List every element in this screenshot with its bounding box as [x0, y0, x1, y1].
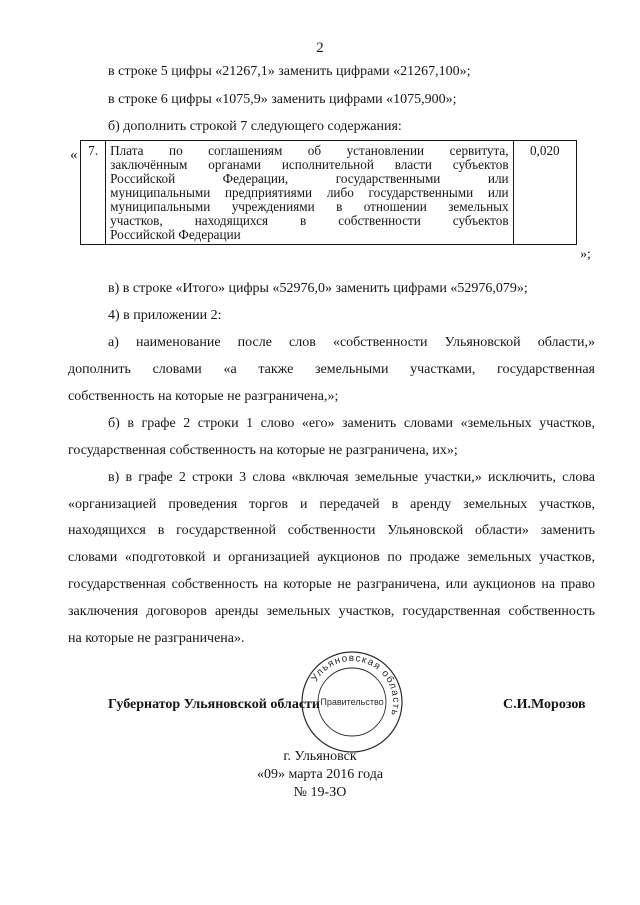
item-b-add-row: б) дополнить строкой 7 следующего содержания:: [108, 119, 402, 134]
svg-text:Ульяновская область: [309, 653, 401, 717]
amendment-line-6: в строке 6 цифры «1075,9» заменить цифрами «1075,900»;: [108, 92, 457, 107]
page-number: 2: [316, 40, 324, 56]
table-row: [81, 141, 577, 245]
footer-city: г. Ульяновск: [283, 749, 357, 764]
appendix-item-v-line: находящихся в государственной собственности Ульяновской области» заменить: [68, 523, 595, 538]
seal-ring-text: Ульяновская область: [309, 652, 402, 718]
appendix-item-v-line: государственная собственность на которые не разграничена, или аукционов на право: [68, 577, 595, 592]
table-close-quote: »;: [580, 247, 591, 262]
footer-date: «09» марта 2016 года: [256, 767, 384, 782]
amendment-table: [80, 140, 577, 245]
row-text-line: Плата по соглашениям об установлении сервитута,: [110, 143, 509, 158]
appendix-item-v-line: в) в графе 2 строки 3 слова «включая земельные участки,» исключить, слова: [108, 470, 595, 485]
appendix-item-a-line: дополнить словами «а также земельными участками, государственная: [68, 362, 595, 377]
item-v-total: в) в строке «Итого» цифры «52976,0» заменить цифрами «52976,079»;: [108, 281, 528, 296]
appendix-item-v-line: словами «подготовкой и организацией аукционов по продаже земельных участков,: [68, 550, 595, 565]
appendix-item-v-line: заключения договоров аренды земельных участков, государственная собственность: [68, 604, 595, 619]
appendix-item-a-line: собственность на которые не разграничена,»;: [68, 389, 339, 404]
official-seal-stamp: [300, 650, 404, 754]
seal-center-text: Правительство: [320, 697, 384, 707]
appendix-item-a-line: а) наименование после слов «собственности Ульяновской области,»: [108, 335, 595, 350]
table-open-quote: «: [70, 147, 78, 163]
signatory-position: Губернатор Ульяновской области: [108, 697, 320, 712]
row-text-line: участков, находящихся в собственности субъектов: [110, 213, 509, 228]
appendix-item-b-line: б) в графе 2 строки 1 слово «его» заменить словами «земельных участков,: [108, 416, 595, 431]
appendix-item-v-line: на которые не разграничена».: [68, 631, 245, 646]
row-text-line: муниципальными предприятиями либо государственными или: [110, 185, 509, 200]
row-text-line: Российской Федерации, государственными или: [110, 171, 509, 186]
footer-law-number: № 19-ЗО: [293, 785, 347, 800]
row-text-line: заключённым органами исполнительной власти субъектов: [110, 157, 509, 172]
signatory-name: С.И.Морозов: [503, 697, 586, 712]
appendix-item-v-line: «организацией проведения торгов и передачей в аренду земельных участков,: [68, 497, 595, 512]
item-4-heading: 4) в приложении 2:: [108, 308, 222, 323]
appendix-item-b-line: государственная собственность на которые не разграничена, их»;: [68, 443, 458, 458]
row-value-cell: 0,020: [513, 141, 576, 245]
row-text-line: Российской Федерации: [110, 227, 241, 242]
amendment-line-5: в строке 5 цифры «21267,1» заменить цифрами «21267,100»;: [108, 64, 471, 79]
row-text-line: муниципальными учреждениями в отношении земельных: [110, 199, 509, 214]
row-text-cell: [106, 141, 513, 245]
row-number-cell: 7.: [81, 141, 106, 245]
